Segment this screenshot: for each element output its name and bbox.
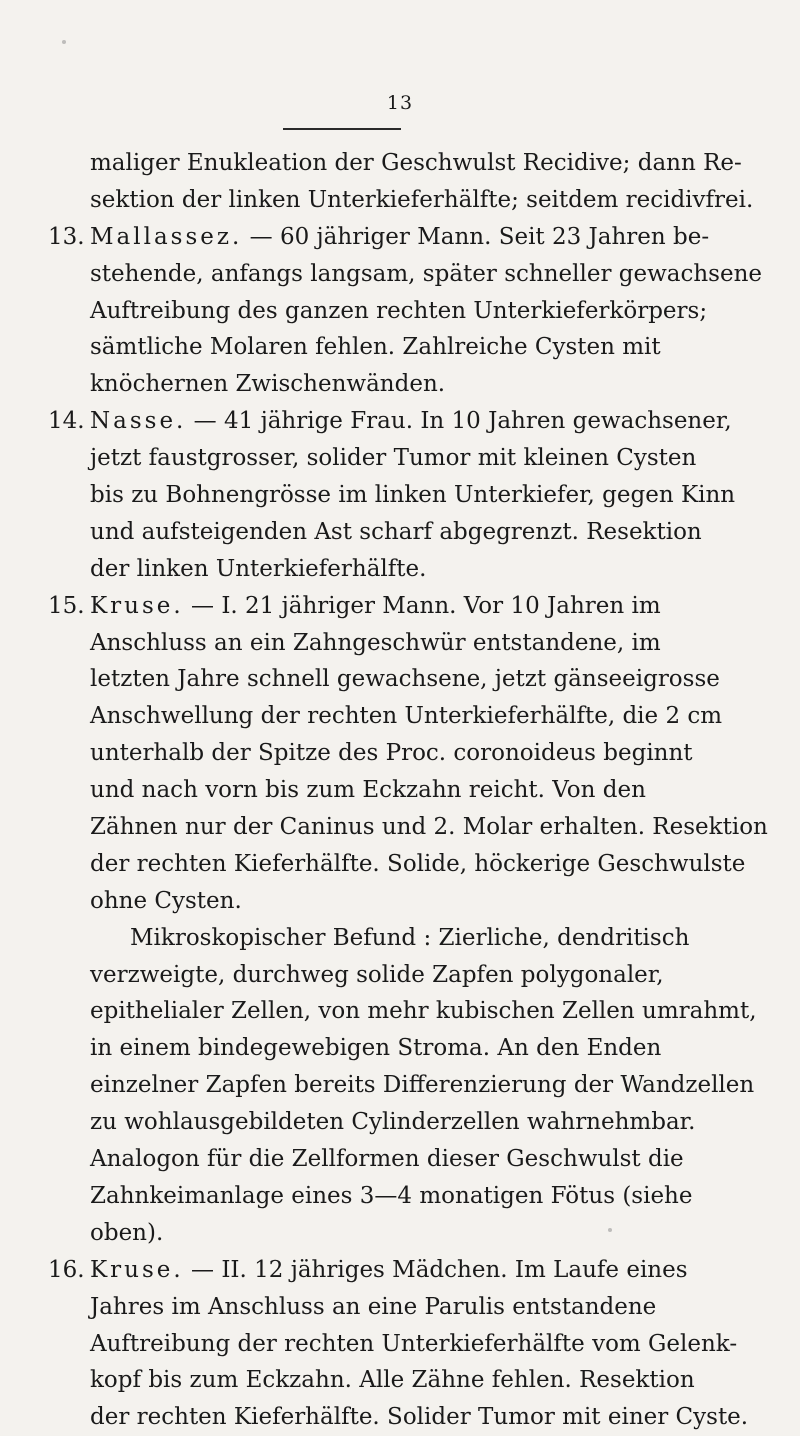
page-number-underline [283,128,401,130]
entry-number: 15. [48,592,85,619]
entry-first-line-text: — II. 12 jähriges Mädchen. Im Laufe eines [183,1256,688,1283]
text-line: zu wohlausgebildeten Cylinderzellen wahrnehmbar. [90,1109,696,1136]
entry-first-line-text: — 41 jährige Frau. In 10 Jahren gewachsener, [186,408,732,435]
text-line: und nach vorn bis zum Eckzahn reicht. Von den [90,777,646,804]
entry-first-line [48,1252,728,1289]
text-line: unterhalb der Spitze des Proc. coronoideus beginnt [90,740,693,767]
entry-number: 13. [48,223,85,250]
text-line: sektion der linken Unterkieferhälfte; seitdem recidivfrei. [90,186,754,213]
entry-author: Kruse. [90,1256,184,1283]
case-entry-16 [48,1252,749,1436]
text-line: stehende, anfangs langsam, später schneller gewachsene [90,260,763,287]
entry-number: 14. [48,408,85,435]
text-line: Auftreibung des ganzen rechten Unterkieferkörpers; [90,297,708,324]
text-line: der linken Unterkieferhälfte. [90,555,427,582]
text-line: und aufsteigenden Ast scharf abgegrenzt. Resektion [90,518,702,545]
paper-speck [608,1228,612,1232]
entry-author: Mallassez. [90,223,243,250]
entry-first-line-text: — I. 21 jähriger Mann. Vor 10 Jahren im [183,592,661,619]
entry-number: 16. [48,1256,85,1283]
text-line: der rechten Kieferhälfte. Solider Tumor mit einer Cyste. [90,1404,749,1431]
text-line: Anschwellung der rechten Unterkieferhälfte, die 2 cm [90,703,723,730]
text-line: letzten Jahre schnell gewachsene, jetzt gänseeigrosse [90,666,720,693]
case-entry-14 [48,403,736,587]
entry-author: Kruse. [90,592,184,619]
text-line: sämtliche Molaren fehlen. Zahlreiche Cysten mit [90,334,661,361]
text-line: verzweigte, durchweg solide Zapfen polygonaler, [90,961,664,988]
entry-author: Nasse. [90,408,187,435]
text-line: Anschluss an ein Zahngeschwür entstandene, im [90,629,661,656]
text-line: der rechten Kieferhälfte. Solide, höckerige Geschwulste [90,850,746,877]
text-line: oben). [90,1219,164,1246]
text-line: Analogon für die Zellformen dieser Geschwulst die [90,1146,684,1173]
intro-paragraph [48,145,754,219]
text-line: einzelner Zapfen bereits Differenzierung der Wandzellen [90,1072,755,1099]
entry-first-line [48,219,728,256]
text-line: ohne Cysten. [90,887,242,914]
entry-first-line [48,588,728,625]
case-entry-13 [48,219,763,403]
text-line: Jahres im Anschluss an eine Parulis entstandene [90,1293,657,1320]
text-line: Zähnen nur der Caninus und 2. Molar erhalten. Resektion [90,814,768,841]
text-line: bis zu Bohnengrösse im linken Unterkiefer, gegen Kinn [90,482,736,509]
text-line: epithelialer Zellen, von mehr kubischen Zellen umrahmt, [90,998,757,1025]
paper-speck [62,40,66,44]
entry-first-line [48,403,732,440]
page-number: 13 [386,92,414,114]
text-line: Zahnkeimanlage eines 3—4 monatigen Fötus (siehe [90,1182,693,1209]
text-line: maliger Enukleation der Geschwulst Recidive; dann Re- [90,150,742,176]
text-line: Auftreibung der rechten Unterkieferhälfte vom Gelenk- [90,1330,738,1357]
microscopy-first-line: Mikroskopischer Befund : Zierliche, dendritisch [130,924,690,951]
body-text [48,145,768,1436]
case-entry-15 [48,588,768,1252]
entry-first-line-text: — 60 jähriger Mann. Seit 23 Jahren be- [242,223,710,250]
text-line: knöchernen Zwischenwänden. [90,371,446,398]
text-line: jetzt faustgrosser, solider Tumor mit kleinen Cysten [90,445,697,472]
text-line: in einem bindegewebigen Stroma. An den Enden [90,1035,662,1062]
text-line: kopf bis zum Eckzahn. Alle Zähne fehlen. Resektion [90,1367,695,1394]
